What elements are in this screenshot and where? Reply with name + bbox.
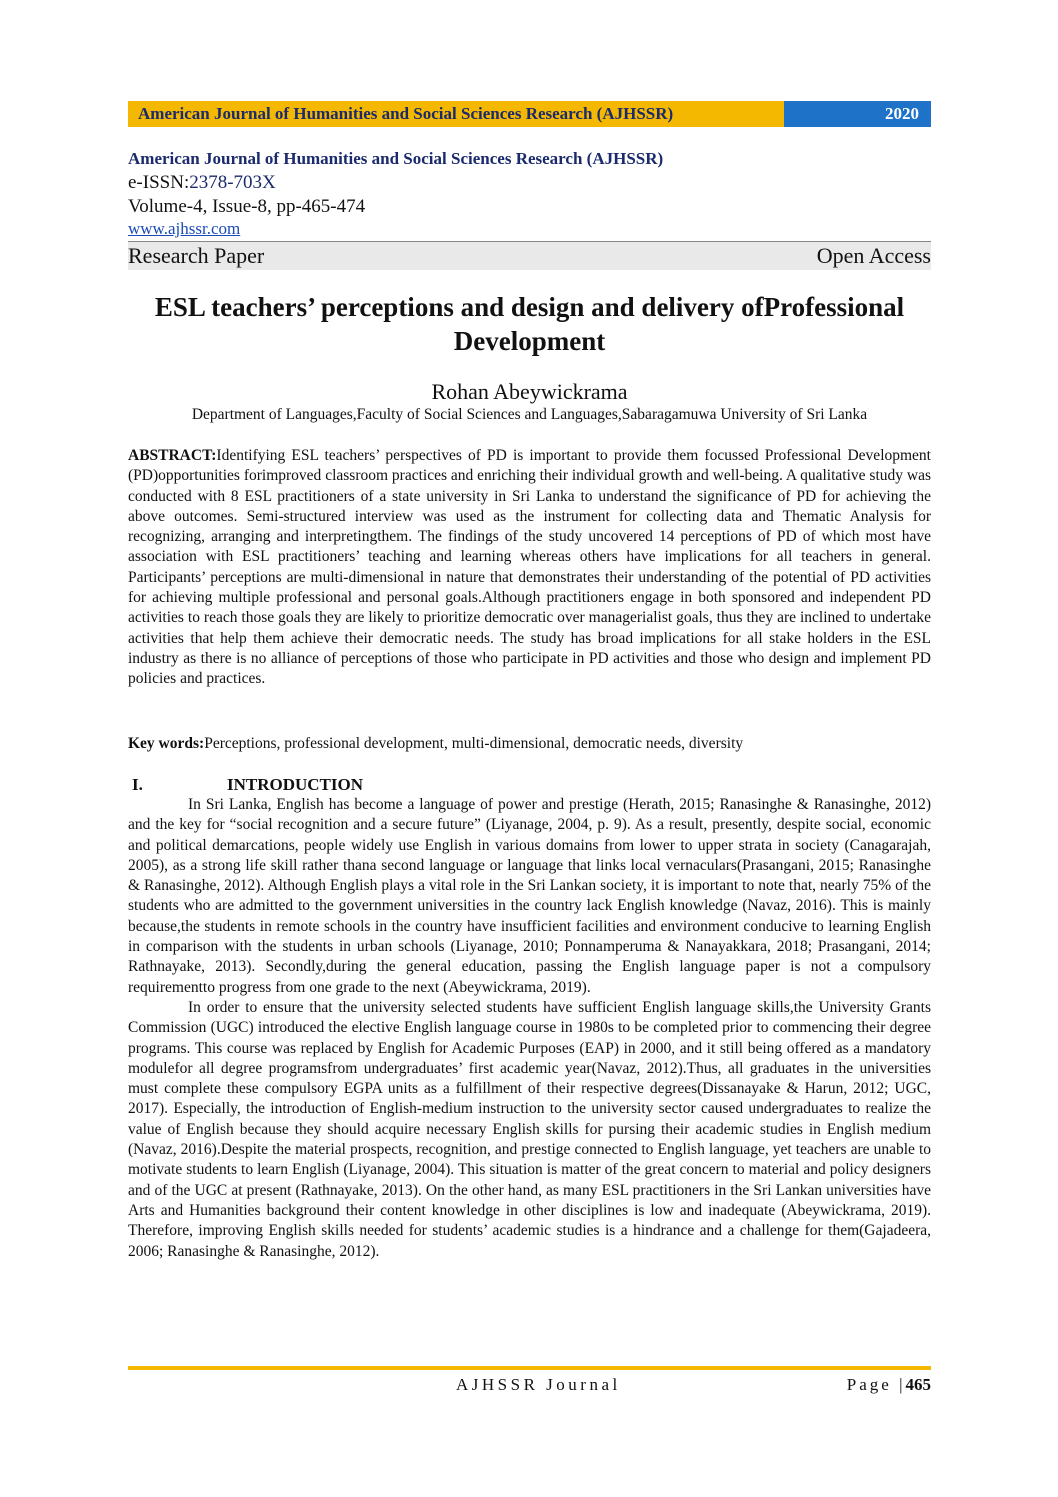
- abstract-text: Identifying ESL teachers’ perspectives of PD is important to provide them focussed Professional Development (PD)opportunities forimproved classroom practices and enriching their individual growth and well-being. A qualitative study was conducted with 8 ESL practitioners of a state university in Sri Lanka to understand the significance of PD for achieving the above outcomes. Semi-structured interview was used as the instrument for collecting data and Thematic Analysis for recognizing, arranging and interpretingthem. The findings of the study uncovered 14 perceptions of PD of which most have association with ESL practitioners’ teaching and learning whereas others have implications for all teachers in general. Participants’ perceptions are multi-dimensional in nature that demonstrates their understanding of the potential of PD activities for achieving multiple professional and personal goals.Although practitioners engage in both sponsored and independent PD activities to reach those goals they are likely to prioritize democratic over managerialist goals, thus they are inclined to undertake activities that help them achieve their democratic needs. The study has broad implications for all stake holders in the ESL industry as there is no alliance of perceptions of those who participate in PD activities and those who design and implement PD policies and practices.: [128, 447, 931, 688]
- masthead-volume: Volume-4, Issue-8, pp-465-474: [128, 196, 366, 217]
- page-label: Page |: [846, 1375, 906, 1394]
- running-header-journal: American Journal of Humanities and Social Sciences Research (AJHSSR): [128, 101, 784, 127]
- section-number: I.: [132, 775, 143, 794]
- abstract-label: ABSTRACT:: [128, 447, 217, 464]
- masthead: [128, 147, 931, 270]
- running-header: [128, 101, 931, 127]
- footer-journal: AJHSSR Journal: [456, 1375, 621, 1394]
- issn-label: e-ISSN:: [128, 172, 190, 193]
- footer-page: [847, 1374, 931, 1396]
- section-heading: [128, 775, 931, 795]
- paper-title: ESL teachers’ perceptions and design and delivery ofProfessional Development: [154, 292, 905, 356]
- running-header-year: 2020: [784, 101, 931, 127]
- keywords-label: Key words:: [128, 735, 205, 752]
- author-name: Rohan Abeywickrama: [431, 379, 628, 404]
- paragraph: In order to ensure that the university selected students have sufficient English language skills,the University Grants Commission (UGC) introduced the elective English language course in 1980s to be completed prior to commencing their degree programs. This course was replaced by English for Academic Purposes (EAP) in 2000, and it still being offered as a mandatory modulefor all degree programsfrom undergraduates’ first academic year(Navaz, 2012).Thus, all graduates in the universities must complete these compulsory EGPA units as a fulfillment of their respective degrees(Dissanayake & Harun, 2012; UGC, 2017). Especially, the introduction of English-medium instruction to the university sector caused undergraduates to realize the value of English because they should acquire necessary English skills for pursing their academic studies in English medium (Navaz, 2016).Despite the material prospects, recognition, and prestige connected to English language, yet teachers are unable to motivate students to learn English (Liyanage, 2004). This situation is matter of the great concern to material and policy designers and of the UGC at present (Rathnayake, 2013). On the other hand, as many ESL practitioners in the Sri Lankan universities have Arts and Humanities background their content knowledge in other disciplines is low and inadequate (Abeywickrama, 2019). Therefore, improving English skills needed for students’ academic studies is a hindrance and a challenge for them(Gajadeera, 2006; Ranasinghe & Ranasinghe, 2012).: [128, 998, 931, 1260]
- website-link[interactable]: www.ajhssr.com: [128, 219, 241, 238]
- masthead-issn: [128, 171, 931, 195]
- author-affiliation: Department of Languages,Faculty of Social Sciences and Languages,Sabaragamuwa University of Sri Lanka: [191, 406, 868, 423]
- page-number: 465: [905, 1375, 931, 1394]
- paper-type: Research Paper: [128, 243, 265, 268]
- keywords: [128, 734, 931, 754]
- open-access-label: Open Access: [816, 243, 931, 268]
- introduction-body: [128, 795, 931, 1262]
- footer-rule: [128, 1366, 931, 1370]
- masthead-journal: American Journal of Humanities and Social Sciences Research (AJHSSR): [128, 149, 664, 168]
- paragraph: In Sri Lanka, English has become a language of power and prestige (Herath, 2015; Ranasinghe & Ranasinghe, 2012) and the key for “social recognition and a secure future” (Liyanage, 2004, p. 9). As a result, presently, despite social, economic and political demarcations, people widely use English in various domains from lower to upper strata in society (Canagarajah, 2005), as a strong life skill rather thana second language or language that links local vernaculars(Prasangani, 2015; Ranasinghe & Ranasinghe, 2012). Although English plays a vital role in the Sri Lankan society, it is important to note that, nearly 75% of the students who are admitted to the government universities in the country lack English knowledge (Navaz, 2016). This is mainly because,the students in remote schools in the country have insufficient facilities and environment conducive to learning English in comparison with the students in urban schools (Liyanage, 2010; Ponnamperuma & Nanayakkara, 2018; Prasangani, 2014; Rathnayake, 2013). Secondly,during the general education, passing the English language paper is not a compulsory requirementto progress from one grade to the next (Abeywickrama, 2019).: [128, 796, 931, 996]
- paper-type-row: [128, 241, 931, 270]
- issn-number: 2378-703X: [189, 172, 276, 193]
- section-title: INTRODUCTION: [227, 775, 364, 794]
- keywords-text: Perceptions, professional development, multi-dimensional, democratic needs, diversity: [204, 735, 744, 752]
- abstract: [128, 446, 931, 690]
